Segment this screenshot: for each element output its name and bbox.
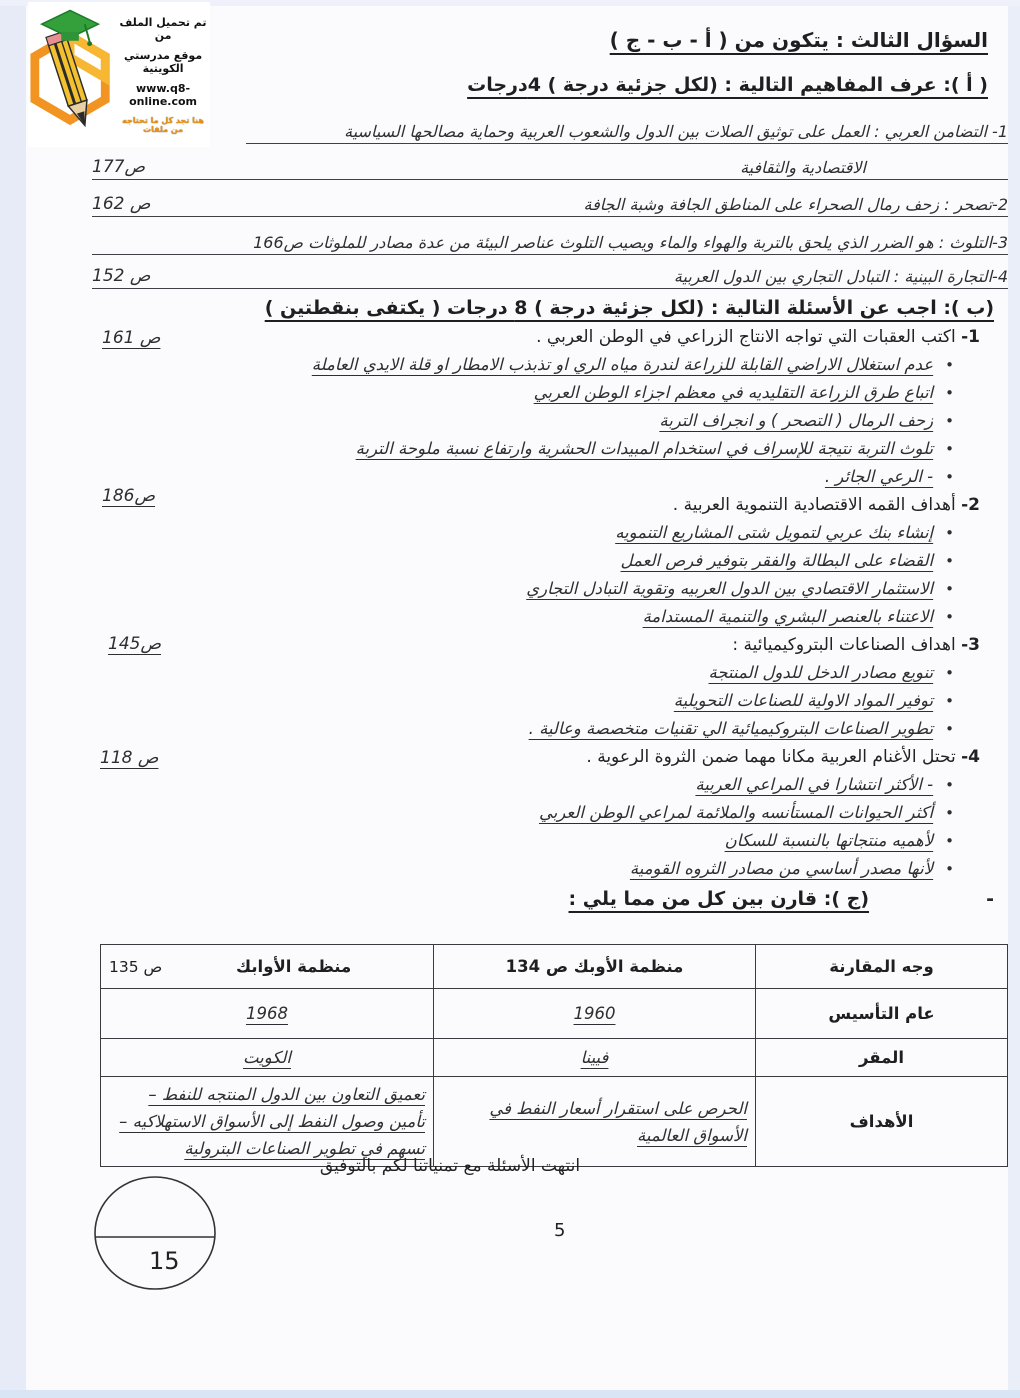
logo-tagline: هنا تجد كل ما تحتاجه من ملفات <box>122 115 204 134</box>
answer-bullet <box>90 855 994 883</box>
question-3 <box>90 631 994 659</box>
definition-2-page-ref: ص 162 <box>92 194 151 214</box>
scan-edge-left <box>0 0 26 1398</box>
q2-answer-4: الاعتناء بالعنصر البشري والتنمية المستدامة <box>642 607 934 626</box>
answer-bullet <box>90 463 994 491</box>
table-corner-header: وجه المقارنة <box>756 945 1008 989</box>
definition-1-page-ref: ص177 <box>92 157 146 177</box>
question-1-text: اكتب العقبات التي تواجه الانتاج الزراعي في الوطن العربي . <box>536 327 956 347</box>
answer-bullet <box>90 407 994 435</box>
opec-founding-year: 1960 <box>434 989 756 1039</box>
scan-edge-right <box>1008 0 1020 1398</box>
score-circle <box>92 1174 220 1294</box>
oapec-page-ref: ص 135 <box>109 957 163 976</box>
section-a-heading: ( أ ): عرف المفاهيم التالية : (لكل جزئية درجة ) 4درجات <box>467 74 988 96</box>
definition-1-line-1 <box>246 110 1008 144</box>
definition-2-text: 2-تصحر : زحف رمال الصحراء على المناطق الجافة وشبة الجافة <box>583 195 1008 214</box>
row-label-goals: الأهداف <box>756 1077 1008 1167</box>
section-c-dash: - <box>986 888 994 910</box>
scan-edge-bottom <box>0 1390 1020 1398</box>
answer-bullet <box>90 547 994 575</box>
definition-4-page-ref: ص 152 <box>92 266 151 286</box>
oapec-headquarters: الكويت <box>101 1039 434 1077</box>
definition-1-text: 1- التضامن العربي : العمل على توثيق الصلات بين الدول والشعوب العربية وحماية مصالحها السياسية <box>344 122 1008 141</box>
answer-bullet <box>90 799 994 827</box>
q4-page-ref: ص 118 <box>100 748 159 768</box>
comparison-table <box>100 944 1008 1167</box>
definition-4-line <box>92 255 1008 289</box>
q4-answer-2: أكثر الحيوانات المستأنسه والملائمة لمراعي الوطن العربي <box>538 803 934 822</box>
oapec-founding-year: 1968 <box>101 989 434 1039</box>
question-4-number: 4- <box>961 747 980 767</box>
answer-bullet <box>90 435 994 463</box>
q1-answer-1: عدم استغلال الاراضي القابلة للزراعة لندرة مياه الري او تذبذب الامطار او قلة الايدي العاملة <box>311 355 934 374</box>
pencil-hexagon-logo-icon <box>28 5 112 145</box>
logo-site-name: موقع مدرستي الكويتية <box>123 48 203 75</box>
q4-answer-3: لأهميه منتجاتها بالنسبة للسكان <box>724 831 934 850</box>
question-4-text: تحتل الأغنام العربية مكانا مهما ضمن الثروة الرعوية . <box>586 747 956 767</box>
answer-bullet <box>90 575 994 603</box>
definition-1-text-cont: الاقتصادية والثقافية <box>740 158 866 177</box>
answer-bullet <box>90 771 994 799</box>
closing-note: انتهت الأسئلة مع تمنياتنا لكم بالتوفيق <box>319 1156 581 1176</box>
answer-bullet <box>90 351 994 379</box>
definition-3-text: 3-التلوث : هو الضرر الذي يلحق بالتربة والهواء والماء ويصيب التلوث عناصر البيئة من عدة مصادر للملوثات ص166 <box>253 233 1008 252</box>
q1-page-ref: ص 161 <box>102 328 161 348</box>
definition-3-line <box>92 217 1008 255</box>
table-oapec-header <box>101 945 434 989</box>
q1-answer-4: تلوث التربة نتيجة للإسراف في استخدام المبيدات الحشرية وارتفاع نسبة ملوحة التربة <box>355 439 934 458</box>
logo-line-1: تم تحميل الملف من <box>119 15 207 42</box>
question-2-text: أهداف القمه الاقتصادية التنموية العربية . <box>672 495 956 515</box>
score-value: 15 <box>149 1247 180 1275</box>
section-b <box>90 293 994 913</box>
table-row <box>101 989 1008 1039</box>
definition-2-line <box>92 180 1008 217</box>
definition-4-text: 4-التجارة البينية : التبادل التجاري بين الدول العربية <box>673 267 1008 286</box>
q2-answer-2: القضاء على البطالة والفقر بتوفير فرص العمل <box>620 551 934 570</box>
site-logo <box>28 2 210 147</box>
answer-bullet <box>90 687 994 715</box>
question-2 <box>90 491 994 519</box>
question-3-text: اهداف الصناعات البتروكيميائية : <box>732 635 956 655</box>
answer-bullet <box>90 715 994 743</box>
question-3-number: 3- <box>961 635 980 655</box>
row-label-founding-year: عام التأسيس <box>756 989 1008 1039</box>
q1-answer-3: زحف الرمال ( التصحر ) و انجراف التربة <box>659 411 934 430</box>
answer-bullet <box>90 379 994 407</box>
oapec-goals: تعميق التعاون بين الدول المنتجه للنفط – تأمين وصول النفط إلى الأسواق الاستهلاكيه – تسهم في تطوير الصناعات البترولية <box>101 1077 434 1167</box>
q2-page-ref: ص186 <box>102 486 156 506</box>
q1-answer-2: اتباع طرق الزراعة التقليديه في معظم اجزاء الوطن العربي <box>533 383 934 402</box>
table-row <box>101 1039 1008 1077</box>
q1-answer-5: - الرعي الجائر . <box>824 467 934 486</box>
section-c-heading-row <box>90 885 994 913</box>
section-b-heading: (ب ): اجب عن الأسئلة التالية : (لكل جزئية درجة ) 8 درجات ( يكتفى بنقطتين ) <box>264 297 994 319</box>
table-header-row <box>101 945 1008 989</box>
question3-title: السؤال الثالث : يتكون من ( أ - ب - ج ) <box>609 28 988 52</box>
question-4 <box>90 743 994 771</box>
answer-bullet <box>90 603 994 631</box>
q3-answer-1: تنويع مصادر الدخل للدول المنتجة <box>708 663 934 682</box>
question-1-number: 1- <box>961 327 980 347</box>
answer-bullet <box>90 659 994 687</box>
table-opec-header: منظمة الأوبك ص 134 <box>434 945 756 989</box>
opec-headquarters: فيينا <box>434 1039 756 1077</box>
question-2-number: 2- <box>961 495 980 515</box>
q4-answer-4: لأنها مصدر أساسي من مصادر الثروه القومية <box>629 859 934 878</box>
q3-answer-2: توفير المواد الاولية للصناعات التحويلية <box>673 691 934 710</box>
table-row <box>101 1077 1008 1167</box>
definition-1-line-2 <box>92 144 1008 180</box>
q3-page-ref: ص145 <box>108 634 162 654</box>
row-label-headquarters: المقر <box>756 1039 1008 1077</box>
q2-answer-3: الاستثمار الاقتصادي بين الدول العربيه وتقوية التبادل التجاري <box>526 579 934 598</box>
question-1 <box>90 323 994 351</box>
q4-answer-1: - الأكثر انتشارا في المراعي العربية <box>695 775 934 794</box>
logo-url: www.q8-online.com <box>129 81 198 108</box>
q2-answer-1: إنشاء بنك عربي لتمويل شتى المشاريع التنمويه <box>615 523 934 542</box>
answer-bullet <box>90 519 994 547</box>
opec-goals: الحرص على استقرار أسعار النفط في الأسواق العالمية <box>434 1077 756 1167</box>
page-number: 5 <box>554 1220 566 1241</box>
q3-answer-3: تطوير الصناعات البتروكيميائية الي تقنيات متخصصة وعالية . <box>528 719 934 738</box>
section-c-heading: (ج ): قارن بين كل من مما يلي : <box>568 888 870 910</box>
oapec-title: منظمة الأوابك <box>236 957 352 976</box>
answer-bullet <box>90 827 994 855</box>
logo-text-block <box>112 16 210 134</box>
